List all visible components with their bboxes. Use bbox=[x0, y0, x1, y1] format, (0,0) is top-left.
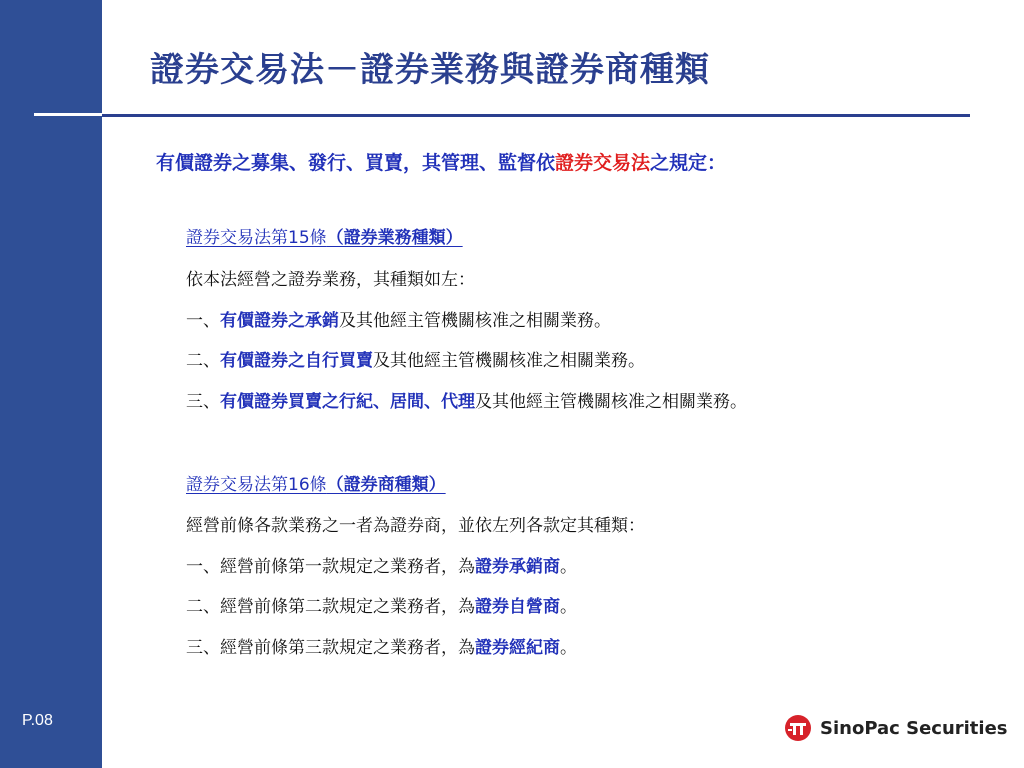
item-rest: 及其他經主管機關核准之相關業務。 bbox=[339, 311, 611, 331]
item-prefix: 一、 bbox=[186, 311, 220, 331]
article16-heading-bold: （證券商種類） bbox=[326, 475, 446, 495]
item-emphasis: 有價證券之自行買賣 bbox=[220, 351, 373, 371]
lead-part-2: 之規定： bbox=[650, 152, 727, 174]
item-prefix: 二、經營前條第二款規定之業務者，為 bbox=[186, 597, 475, 617]
item-rest: 。 bbox=[560, 597, 577, 617]
item-prefix: 三、 bbox=[186, 392, 220, 412]
item-rest: 及其他經主管機關核准之相關業務。 bbox=[373, 351, 645, 371]
title-underline bbox=[102, 114, 970, 117]
sinopac-logo bbox=[784, 714, 1008, 742]
article15-heading-plain: 證券交易法第15條 bbox=[186, 228, 327, 248]
article15-intro: 依本法經營之證券業務，其種類如左： bbox=[186, 270, 475, 290]
item-rest: 。 bbox=[560, 557, 577, 577]
article16-intro: 經營前條各款業務之一者為證券商，並依左列各款定其種類： bbox=[186, 516, 645, 536]
article16-item-3 bbox=[186, 638, 577, 658]
item-emphasis: 有價證券之承銷 bbox=[220, 311, 339, 331]
article16-heading-plain: 證券交易法第16條 bbox=[186, 475, 327, 495]
article15-heading-bold: （證券業務種類） bbox=[326, 228, 463, 248]
item-emphasis: 證券經紀商 bbox=[475, 638, 560, 658]
article16-heading[interactable] bbox=[186, 475, 446, 495]
article16-link[interactable] bbox=[186, 475, 446, 495]
logo-text: SinoPac Securities bbox=[820, 717, 1008, 739]
article15-item-2 bbox=[186, 351, 645, 371]
item-rest: 。 bbox=[560, 638, 577, 658]
article16-item-2 bbox=[186, 597, 577, 617]
article15-heading[interactable] bbox=[186, 228, 463, 248]
item-emphasis: 有價證券買賣之行紀、居間、代理 bbox=[220, 392, 475, 412]
page-number: P.08 bbox=[22, 712, 53, 729]
article15-link[interactable] bbox=[186, 228, 463, 248]
item-prefix: 一、經營前條第一款規定之業務者，為 bbox=[186, 557, 475, 577]
title-underline-stub bbox=[34, 113, 102, 116]
item-emphasis: 證券承銷商 bbox=[475, 557, 560, 577]
item-emphasis: 證券自營商 bbox=[475, 597, 560, 617]
article16-item-1 bbox=[186, 557, 577, 577]
item-prefix: 二、 bbox=[186, 351, 220, 371]
lead-part-1: 有價證券之募集、發行、買賣，其管理、監督依 bbox=[156, 152, 556, 174]
article15-item-3 bbox=[186, 392, 747, 412]
slide-title: 證券交易法－證券業務與證券商種類 bbox=[150, 50, 710, 90]
article15-item-1 bbox=[186, 311, 611, 331]
item-prefix: 三、經營前條第三款規定之業務者，為 bbox=[186, 638, 475, 658]
lead-sentence bbox=[156, 148, 726, 175]
sinopac-logo-icon bbox=[784, 714, 812, 742]
item-rest: 及其他經主管機關核准之相關業務。 bbox=[475, 392, 747, 412]
lead-highlight: 證券交易法 bbox=[555, 152, 651, 174]
